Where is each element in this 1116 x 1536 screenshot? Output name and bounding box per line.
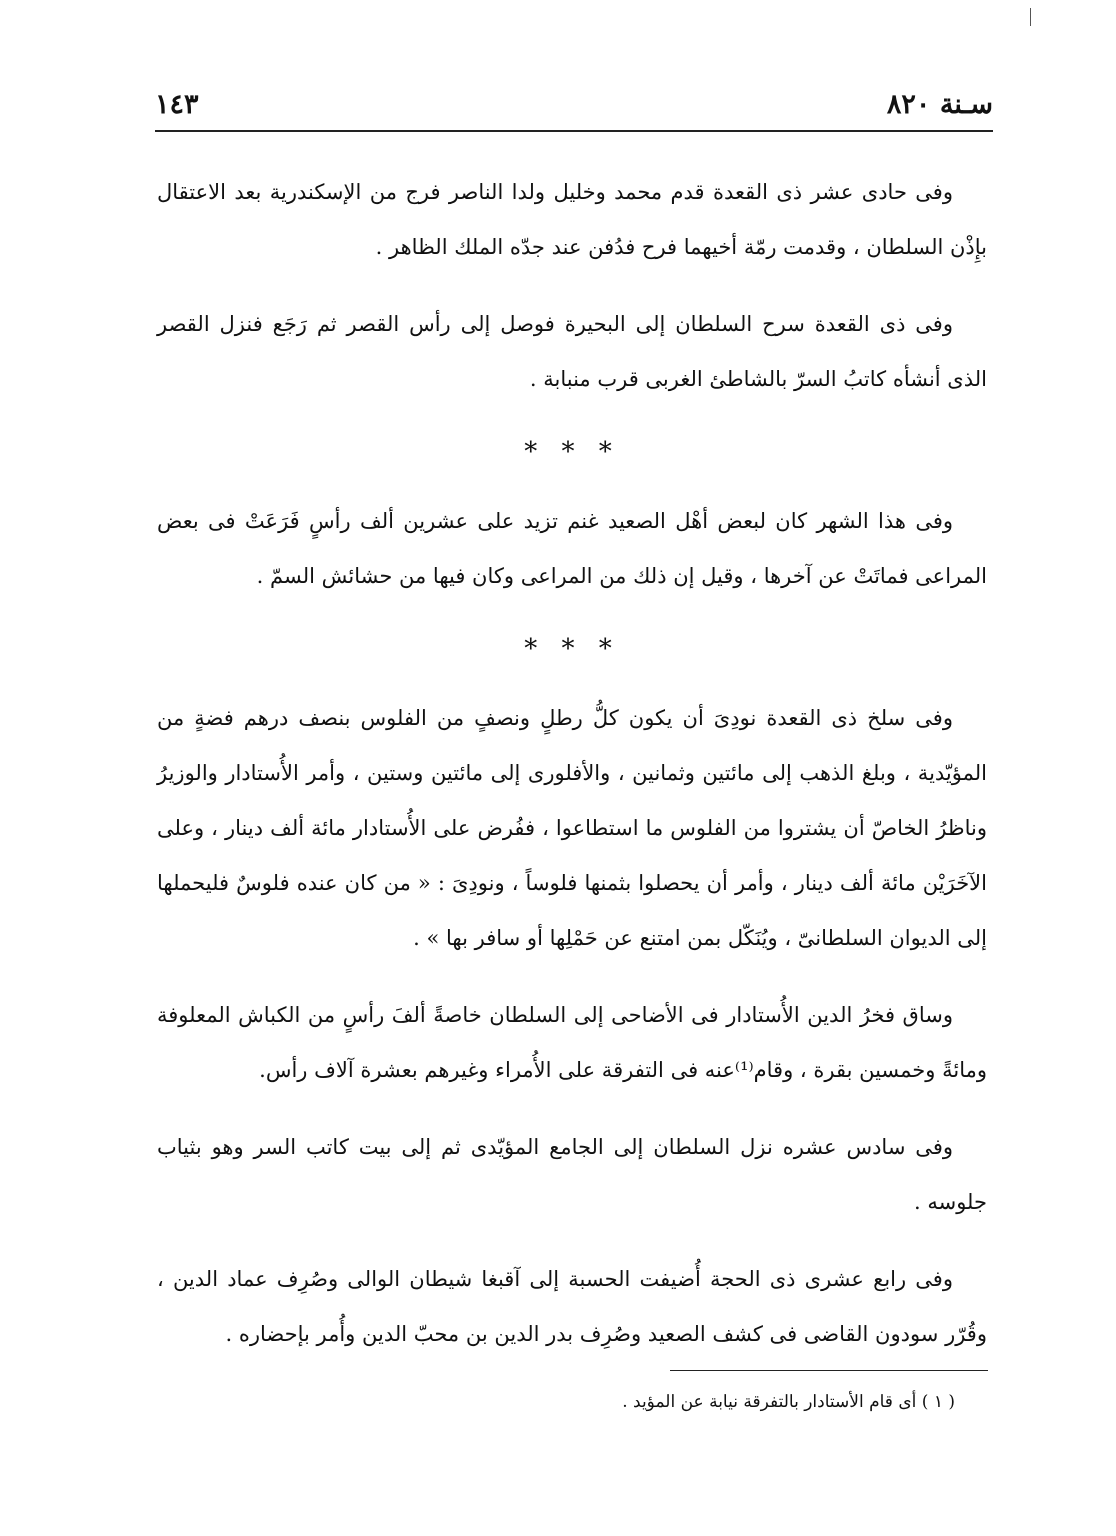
paragraph-1: وفى حادى عشر ذى القعدة قدم محمد وخليل ولدا الناصر فرج من الإسكندرية بعد الاعتقال بإِذْن السلطان ، وقدمت رمّة أخيهما فرح فدُفن عند جدّه الملك الظاهر . <box>157 180 987 259</box>
page-header <box>155 82 993 126</box>
paragraph-2: وفى ذى القعدة سرح السلطان إلى البحيرة فوصل إلى رأس القصر ثم رَجَع فنزل القصر الذى أنشأه كاتبُ السرّ بالشاطئ الغربى قرب منبابة . <box>157 312 987 391</box>
page-number: ١٤٣ <box>155 88 199 120</box>
section-separator: * * * <box>524 437 620 467</box>
paragraph-5: وساق فخرُ الدين الأُستادار فى الأضاحى إلى السلطان خاصةً ألفَ رأسٍ من الكباش المعلوفة ومائةً وخمسين بقرة ، وقام⁽¹⁾عنه فى التفرقة على الأُمراء وغيرهم بعشرة آلاف رأس. <box>157 1003 987 1082</box>
running-title-year: سـنة ٨٢٠ <box>886 88 993 120</box>
paragraph-6: وفى سادس عشره نزل السلطان إلى الجامع المؤيّدى ثم إلى بيت كاتب السر وهو بثياب جلوسه . <box>157 1135 987 1214</box>
paragraph-3: وفى هذا الشهر كان لبعض أهْل الصعيد غنم تزيد على عشرين ألف رأسٍ فَرَعَتْ فى بعض المراعى فماتَتْ عن آخرها ، وقيل إن ذلك من المراعى وكان فيها من حشائش السمّ . <box>157 509 987 588</box>
section-separator: * * * <box>524 634 620 664</box>
body-text <box>157 165 987 1384</box>
paragraph-7: وفى رابع عشرى ذى الحجة أُضيفت الحسبة إلى آقبغا شيطان الوالى وصُرِف عماد الدين ، وقُرّر سودون القاضى فى كشف الصعيد وصُرِف بدر الدين بن محبّ الدين وأُمر بإحضاره . <box>157 1267 987 1346</box>
footnote: ( ١ ) أى قام الأستادار بالتفرقة نيابة عن المؤيد . <box>622 1392 955 1412</box>
margin-mark <box>1030 8 1031 26</box>
header-rule <box>155 130 993 132</box>
footnote-rule <box>670 1370 988 1371</box>
paragraph-4: وفى سلخ ذى القعدة نودِىَ أن يكون كلُّ رطلٍ ونصفٍ من الفلوس بنصف درهم فضةٍ من المؤيّدية ، وبلغ الذهب إلى مائتين وثمانين ، والأفلورى إلى مائتين وستين ، وأمر الأُستادار والوزيرُ وناظرُ الخاصّ أن يشتروا من الفلوس ما استطاعوا ، ففُرض على الأُستادار مائة ألف دينار ، وعلى الآخَرَيْن مائة ألف دينار ، وأمر أن يحصلوا بثمنها فلوساً ، ونودِىَ : « من كان عنده فلوسٌ فليحملها إلى الديوان السلطانىّ ، ويُنَكّل بمن امتنع عن حَمْلِها أو سافر بها » . <box>157 706 987 950</box>
